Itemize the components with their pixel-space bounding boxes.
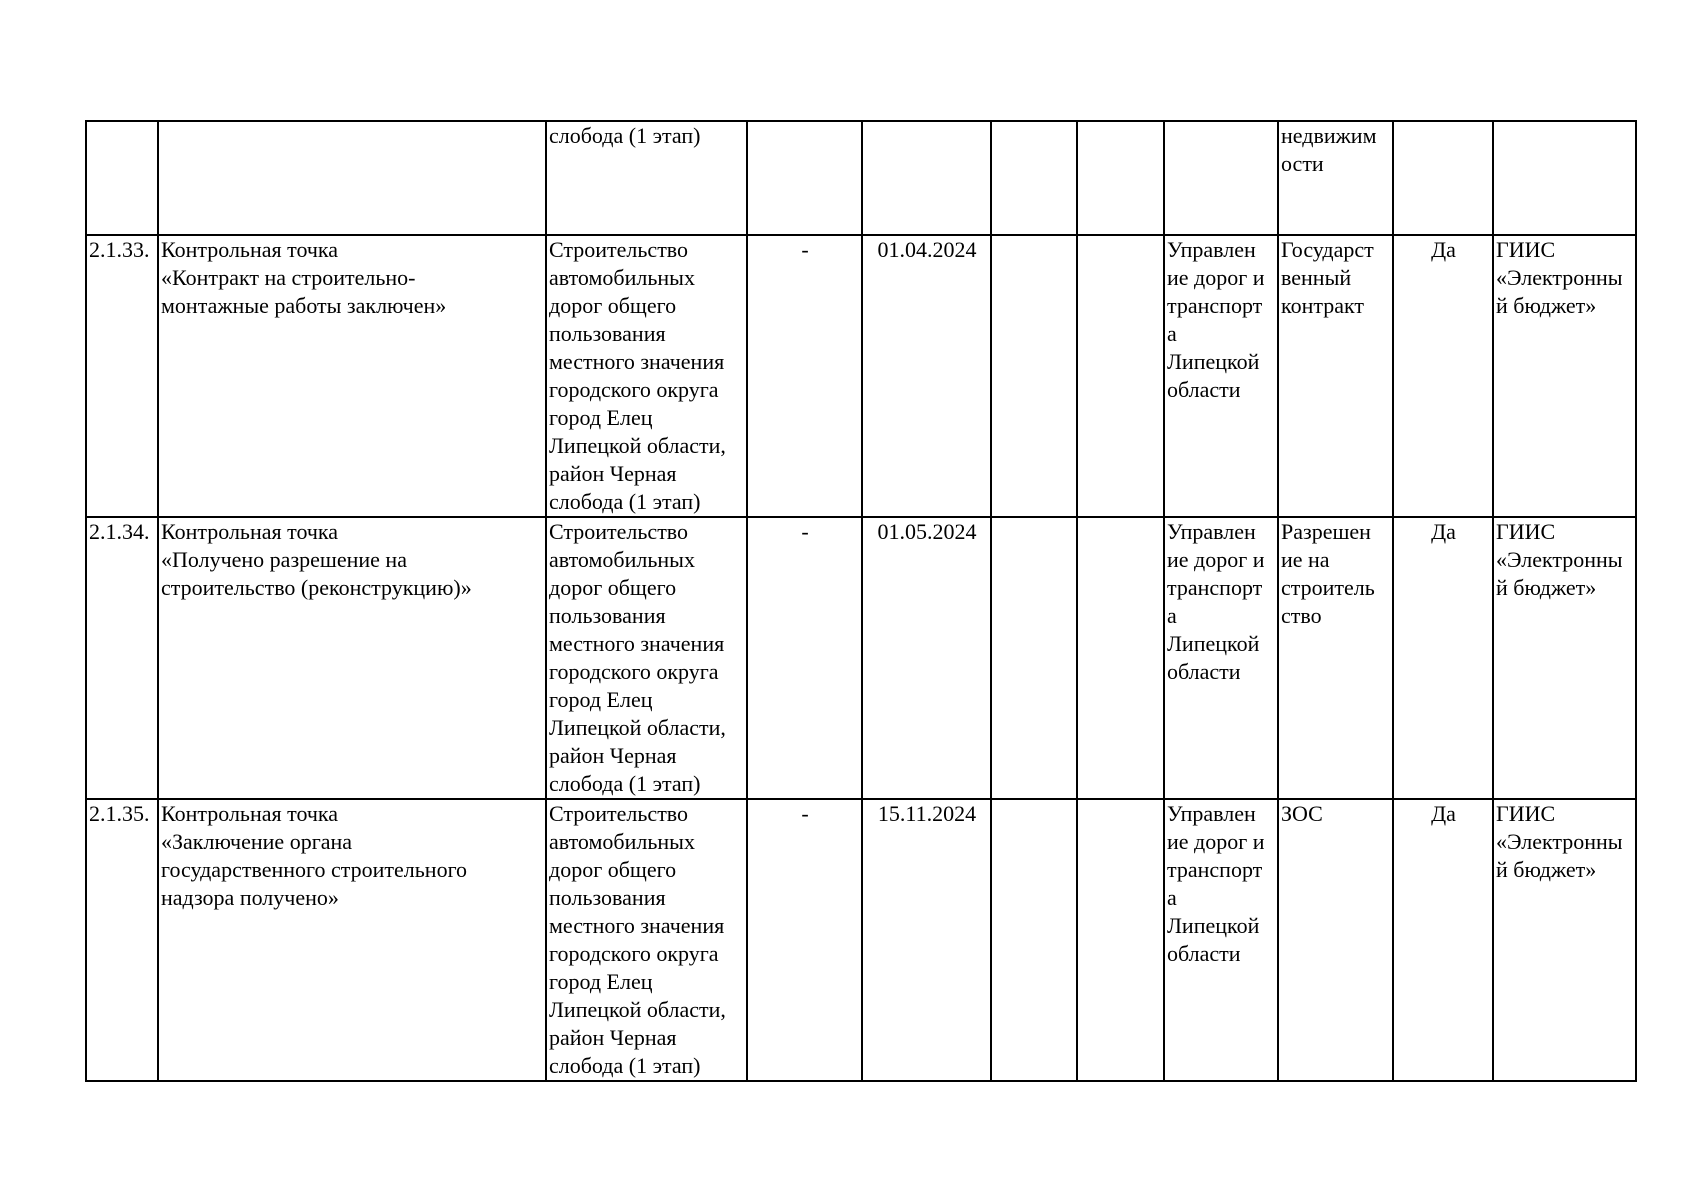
cell-responsible [1164,121,1278,235]
cell-document: Разрешен ие на строитель ство [1278,517,1393,799]
cell-document: недвижим ости [1278,121,1393,235]
cell-col7 [1077,235,1164,517]
cell-col6 [991,235,1077,517]
cell-flag: Да [1393,799,1493,1081]
cell-system: ГИИС «Электронны й бюджет» [1493,235,1636,517]
cell-flag: Да [1393,517,1493,799]
cell-col4: - [747,799,862,1081]
cell-document: Государст венный контракт [1278,235,1393,517]
cell-number: 2.1.34. [86,517,158,799]
cell-col4: - [747,235,862,517]
cell-col7 [1077,517,1164,799]
cell-responsible: Управлен ие дорог и транспорт а Липецкой области [1164,517,1278,799]
cell-col6 [991,517,1077,799]
cell-number: 2.1.35. [86,799,158,1081]
cell-col7 [1077,799,1164,1081]
cell-col4: - [747,517,862,799]
cell-date: 01.04.2024 [862,235,991,517]
cell-name [158,121,546,235]
cell-document: ЗОС [1278,799,1393,1081]
cell-col6 [991,121,1077,235]
cell-system [1493,121,1636,235]
cell-name: Контрольная точка «Получено разрешение на строительство (реконструкцию)» [158,517,546,799]
cell-system: ГИИС «Электронны й бюджет» [1493,799,1636,1081]
table-row [86,235,1636,517]
cell-name: Контрольная точка «Заключение органа государственного строительного надзора получено» [158,799,546,1081]
cell-object: Строительство автомобильных дорог общего пользования местного значения городского округа город Елец Липецкой области, район Черная слобода (1 этап) [546,235,747,517]
cell-responsible: Управлен ие дорог и транспорт а Липецкой области [1164,799,1278,1081]
cell-number: 2.1.33. [86,235,158,517]
cell-system: ГИИС «Электронны й бюджет» [1493,517,1636,799]
cell-date [862,121,991,235]
cell-flag [1393,121,1493,235]
cell-date: 15.11.2024 [862,799,991,1081]
control-points-table [85,120,1637,1082]
table-row [86,517,1636,799]
cell-col6 [991,799,1077,1081]
cell-object: Строительство автомобильных дорог общего пользования местного значения городского округа город Елец Липецкой области, район Черная слобода (1 этап) [546,799,747,1081]
cell-object: слобода (1 этап) [546,121,747,235]
cell-col4 [747,121,862,235]
cell-col7 [1077,121,1164,235]
cell-number [86,121,158,235]
cell-flag: Да [1393,235,1493,517]
table-row [86,121,1636,235]
table-row [86,799,1636,1081]
cell-responsible: Управлен ие дорог и транспорт а Липецкой области [1164,235,1278,517]
cell-date: 01.05.2024 [862,517,991,799]
cell-name: Контрольная точка «Контракт на строительно- монтажные работы заключен» [158,235,546,517]
cell-object: Строительство автомобильных дорог общего пользования местного значения городского округа город Елец Липецкой области, район Черная слобода (1 этап) [546,517,747,799]
